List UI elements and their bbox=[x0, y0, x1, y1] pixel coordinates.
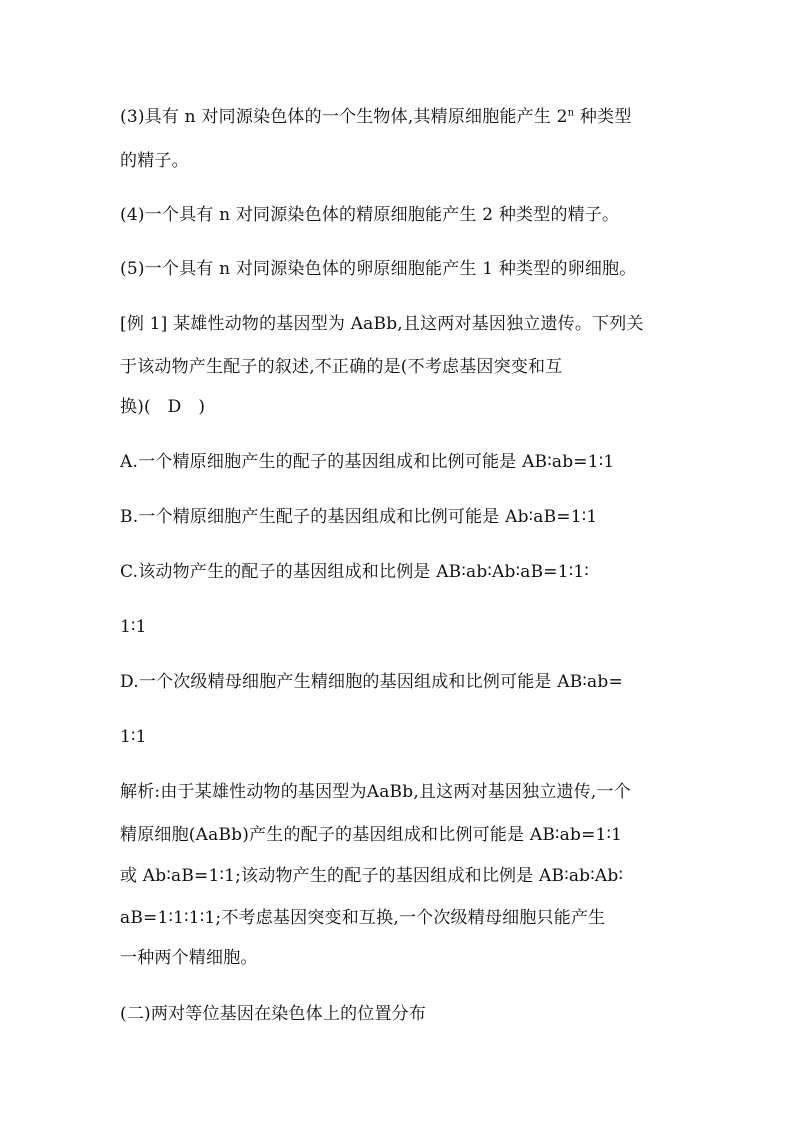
analysis-line-1: 解析:由于某雄性动物的基因型为AaBb,且这两对基因独立遗传,一个 bbox=[120, 782, 631, 802]
item-3-superscript: n bbox=[567, 107, 575, 119]
analysis-line-3: 或 Ab∶aB=1∶1;该动物产生的配子的基因组成和比例是 AB∶ab∶Ab∶ bbox=[120, 866, 624, 886]
item-4: (4)一个具有 n 对同源染色体的精原细胞能产生 2 种类型的精子。 bbox=[120, 205, 620, 225]
example-line-2: 于该动物产生配子的叙述,不正确的是(不考虑基因突变和互 bbox=[120, 357, 563, 377]
option-a: A.一个精原细胞产生的配子的基因组成和比例可能是 AB∶ab=1∶1 bbox=[120, 452, 615, 472]
item-3-line-1 bbox=[120, 105, 632, 129]
example-line-1: [例 1] 某雄性动物的基因型为 AaBb,且这两对基因独立遗传。下列关 bbox=[120, 314, 644, 334]
option-c-line-1: C.该动物产生的配子的基因组成和比例是 AB∶ab∶Ab∶aB=1∶1∶ bbox=[120, 562, 589, 582]
item-3-text-a: (3)具有 n 对同源染色体的一个生物体,其精原细胞能产生 2 bbox=[120, 107, 568, 127]
example-line-3: 换)( D ) bbox=[120, 397, 206, 417]
item-3-text-b: 种类型 bbox=[574, 107, 632, 127]
option-b: B.一个精原细胞产生配子的基因组成和比例可能是 Ab∶aB=1∶1 bbox=[120, 507, 598, 527]
option-d-line-2: 1∶1 bbox=[120, 727, 147, 747]
analysis-line-4: aB=1∶1∶1∶1;不考虑基因突变和互换,一个次级精母细胞只能产生 bbox=[120, 908, 606, 928]
analysis-line-2: 精原细胞(AaBb)产生的配子的基因组成和比例可能是 AB∶ab=1∶1 bbox=[120, 825, 623, 845]
analysis-line-5: 一种两个精细胞。 bbox=[120, 948, 258, 968]
section-heading: (二)两对等位基因在染色体上的位置分布 bbox=[120, 1004, 427, 1024]
item-3-line-2: 的精子。 bbox=[120, 151, 189, 171]
option-d-line-1: D.一个次级精母细胞产生精细胞的基因组成和比例可能是 AB∶ab= bbox=[120, 672, 623, 692]
item-5: (5)一个具有 n 对同源染色体的卵原细胞能产生 1 种类型的卵细胞。 bbox=[120, 259, 637, 279]
option-c-line-2: 1∶1 bbox=[120, 617, 147, 637]
